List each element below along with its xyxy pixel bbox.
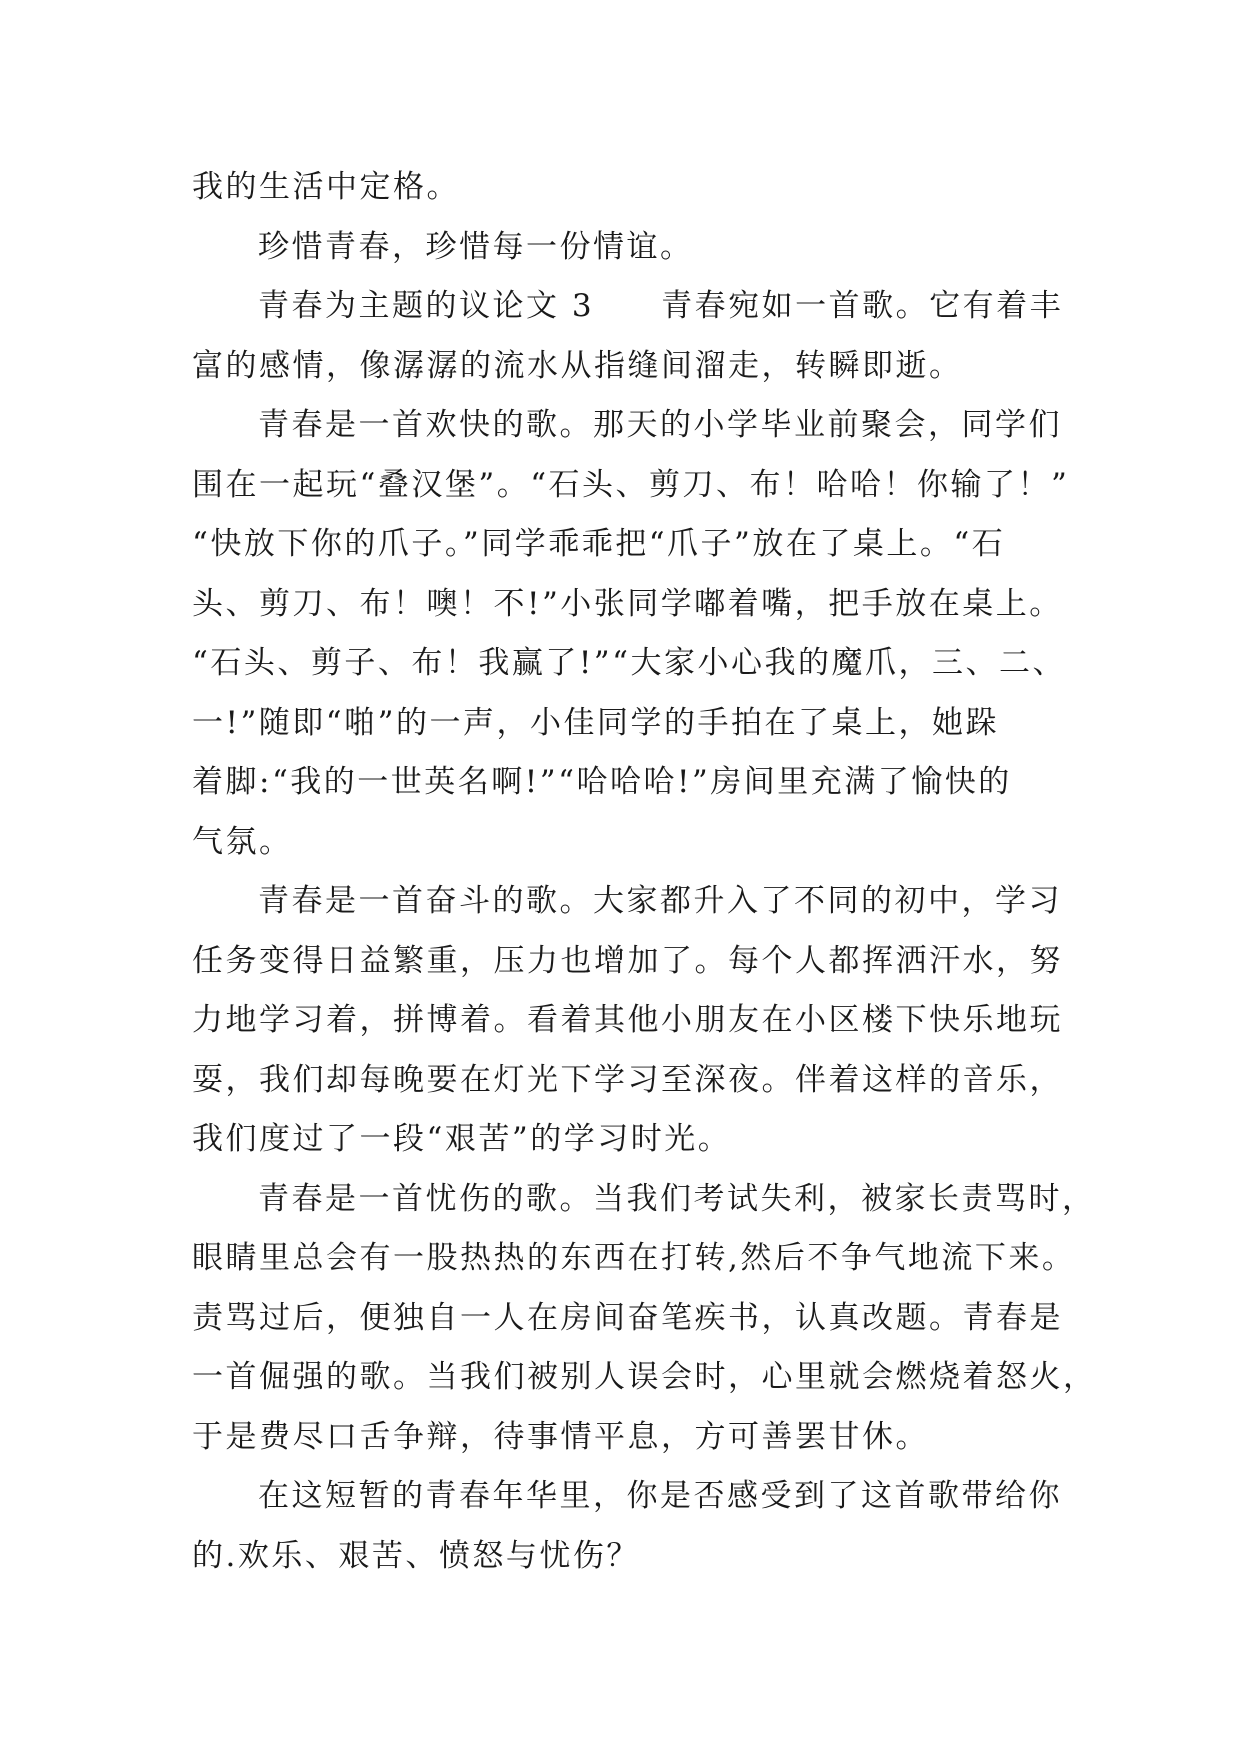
- text-line: “石头、剪子、布！我赢了!”“大家小心我的魔爪，三、二、: [192, 645, 1066, 681]
- body-text: [192, 158, 1097, 1586]
- text-line: 任务变得日益繁重，压力也增加了。每个人都挥洒汗水，努: [192, 942, 1063, 979]
- text-line: 的.欢乐、艰苦、愤怒与忧伤？: [192, 1537, 640, 1574]
- text-line: 珍惜青春，珍惜每一份情谊。: [258, 228, 694, 265]
- text-line: 青春是一首欢快的歌。那天的小学毕业前聚会，同学们: [258, 407, 1062, 443]
- text-line: 围在一起玩“叠汉堡”。“石头、剪刀、布！哈哈！你输了！”: [192, 466, 1070, 503]
- text-line: 青春为主题的议论文 3 青春宛如一首歌。它有着丰: [258, 288, 1064, 324]
- text-line: 责骂过后，便独自一人在房间奋笔疾书，认真改题。青春是: [192, 1299, 1063, 1336]
- text-line: 耍，我们却每晚要在灯光下学习至深夜。伴着这样的音乐，: [192, 1061, 1063, 1098]
- text-line: 于是费尽口舌争辩，待事情平息，方可善罢甘休。: [192, 1418, 929, 1455]
- text-line: 一!”随即“啪”的一声，小佳同学的手拍在了桌上，她跺: [192, 704, 999, 741]
- text-line: 力地学习着，拼博着。看着其他小朋友在小区楼下快乐地玩: [192, 1002, 1063, 1038]
- text-line: 气氛。: [192, 823, 293, 860]
- text-line: 我的生活中定格。: [192, 169, 460, 205]
- text-line: 富的感情，像潺潺的流水从指缝间溜走，转瞬即逝。: [192, 347, 963, 384]
- text-line: 着脚:“我的一世英名啊!”“哈哈哈!”房间里充满了愉快的: [192, 764, 1012, 800]
- text-line: 头、剪刀、布！噢！不!”小张同学嘟着嘴，把手放在桌上。: [192, 585, 1063, 622]
- text-line: “快放下你的爪子。”同学乖乖把“爪子”放在了桌上。“石: [192, 526, 1006, 562]
- text-line: 青春是一首忧伤的歌。当我们考试失利，被家长责骂时，: [258, 1180, 1096, 1217]
- text-line: 一首倔强的歌。当我们被别人误会时，心里就会燃烧着怒火，: [192, 1359, 1097, 1395]
- text-line: 青春是一首奋斗的歌。大家都升入了不同的初中，学习: [258, 883, 1062, 919]
- text-line: 我们度过了一段“艰苦”的学习时光。: [192, 1121, 732, 1157]
- text-line: 眼睛里总会有一股热热的东西在打转,然后不争气地流下来。: [192, 1240, 1076, 1276]
- text-line: 在这短暂的青春年华里，你是否感受到了这首歌带给你: [258, 1478, 1062, 1514]
